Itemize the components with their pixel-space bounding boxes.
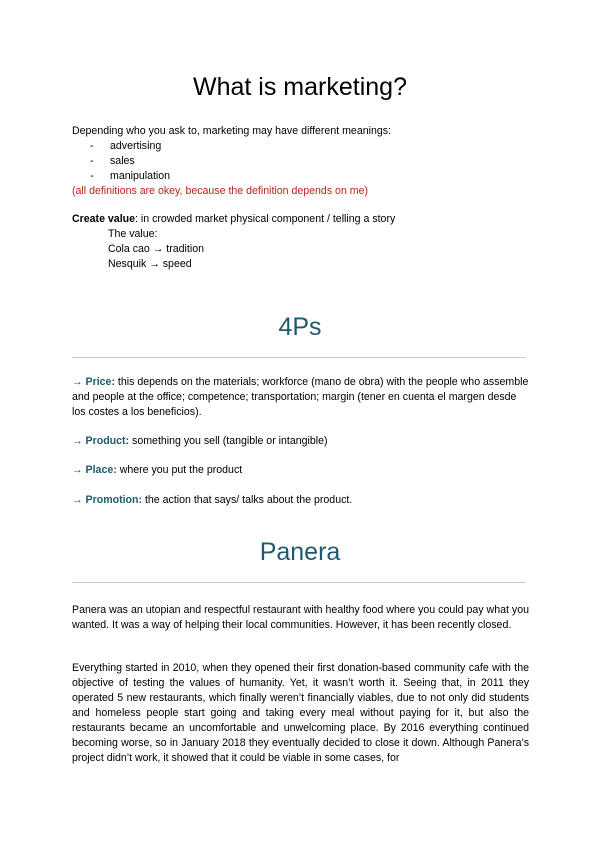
list-item: - advertising [72,139,532,154]
item-label: → Product: [72,435,130,447]
item-label: → Promotion: [72,494,143,506]
create-value-section [72,212,542,272]
list-item: - sales [72,154,532,169]
item-text: this depends on the materials; workforce (mano de obra) with the people who assemble and people at the office; competence; transportation; margin (tener en cuenta el margen desde los costes a los beneficios). [72,376,529,418]
fourps-heading: 4Ps [278,313,322,341]
item-text: where you put the product [116,464,243,476]
meanings-list [72,139,532,184]
page-title: What is marketing? [193,73,407,101]
value-example: Nesquik → speed [108,258,192,270]
item-label: → Place: [72,464,117,476]
fourps-item-price [72,375,532,420]
create-value-label: Create value [72,213,136,225]
item-text: something you sell (tangible or intangible) [129,435,328,447]
value-heading: The value: [108,228,158,240]
create-value-text: : in crowded market physical component / telling a story [135,213,396,225]
fourps-item-product [72,434,532,449]
intro-lead: Depending who you ask to, marketing may have different meanings: [72,125,391,137]
create-value-line [72,212,542,227]
section-divider [72,582,526,583]
panera-heading: Panera [259,538,341,566]
item-label: → Price: [72,376,115,388]
fourps-item-promotion [72,493,532,508]
section-divider [72,357,526,358]
value-example: Cola cao → tradition [108,243,204,255]
fourps-item-place [72,463,532,478]
definitions-note: (all definitions are okey, because the definition depends on me) [72,185,369,197]
list-item: - manipulation [72,169,532,184]
intro-section [72,124,532,199]
item-text: the action that says/ talks about the product. [142,494,353,506]
panera-paragraph: Panera was an utopian and respectful restaurant with healthy food where you could pay what you wanted. It was a way of helping their local communities. However, it has been recently closed. [72,604,529,631]
panera-paragraph: Everything started in 2010, when they opened their first donation-based community cafe with the objective of testing the values of humanity. Yet, it wasn’t worth it. Seeing that, in 2011 they operated 5 new restaurants, which finally weren’t financially viables, due to not only did students and homeless people start going and taking every meal without paying for it, but also the restaurants became an uncomfortable and unwelcoming place. By 2016 everything continued becoming worse, so in January 2018 they eventually decided to close it down. Although Panera’s project didn’t work, it showed that it could be viable in some cases, for [72,662,529,764]
